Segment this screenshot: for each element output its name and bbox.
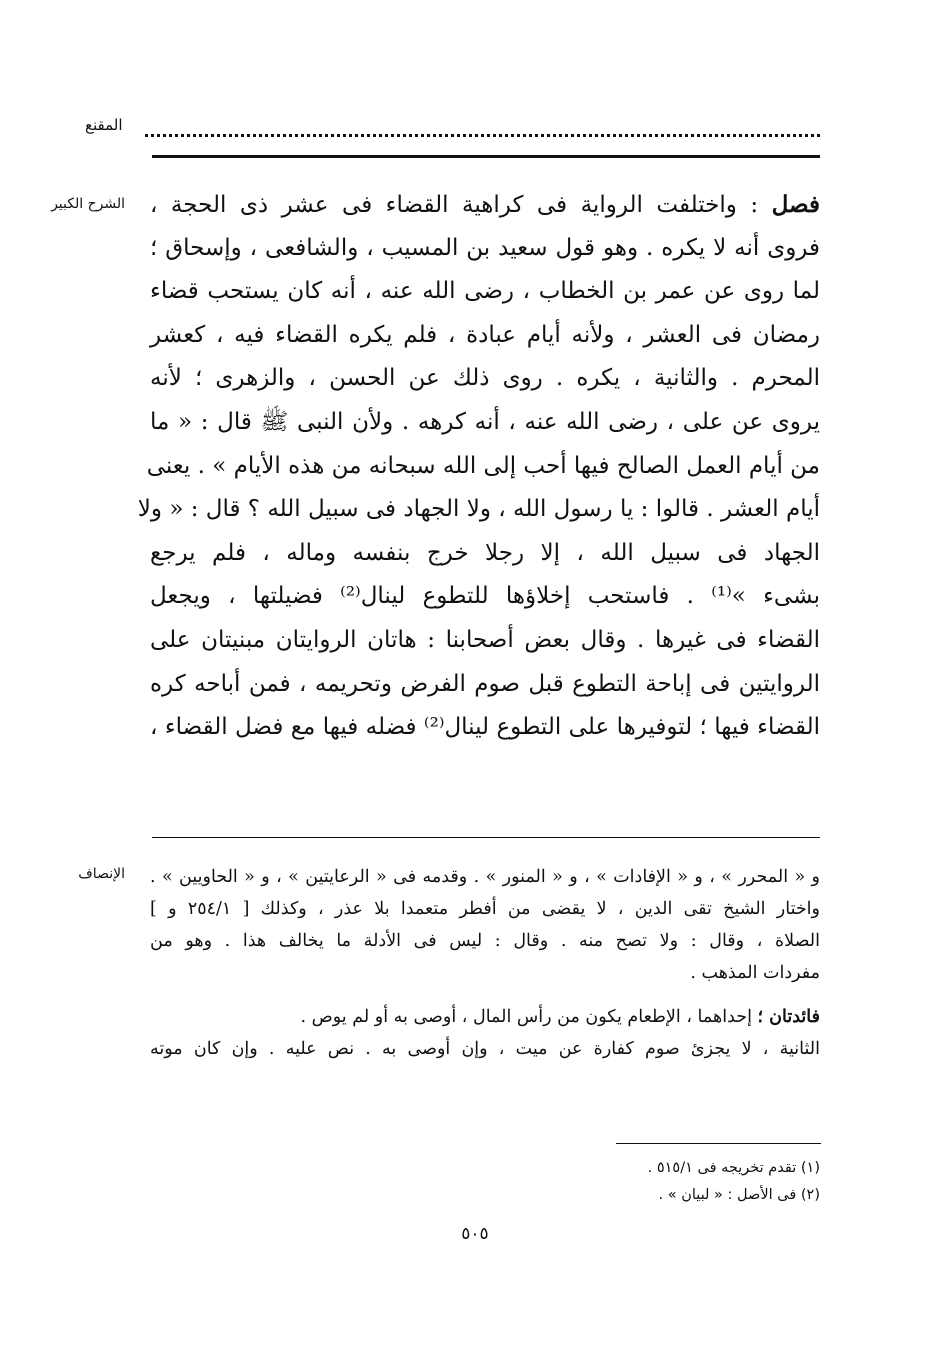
- sharh-line: من أيام العمل الصالح فيها أحب إلى الله سبحانه من هذه الأيام » . يعنى: [146, 452, 820, 479]
- sharh-line: القضاء فى غيرها . وقال بعض أصحابنا : هاتان الروايتان مبنيتان على: [150, 626, 820, 653]
- fawaid-text: إحداهما ، الإطعام يكون من رأس المال ، أوصى به أو لم يوص .: [300, 1007, 758, 1027]
- insaf-line: مفردات المذهب .: [690, 963, 820, 983]
- sharh-line: فروى أنه لا يكره . وهو قول سعيد بن المسيب ، والشافعى ، وإسحاق ؛: [150, 234, 820, 261]
- sharh-line: الجهاد فى سبيل الله ، إلا رجلا خرج بنفسه وماله ، فلم يرجع: [150, 539, 820, 566]
- sharh-line: رمضان فى العشر ، ولأنه أيام عبادة ، فلم يكره القضاء فيه ، كعشر: [150, 321, 820, 348]
- sharh-section-label: الشرح الكبير: [51, 196, 125, 212]
- footnotes: [150, 1155, 820, 1209]
- insaf-line: الصلاة ، وقال : ولا تصح منه . وقال : ليس فى الأدلة ما يخالف هذا . وهو من: [150, 931, 820, 951]
- sharh-line: المحرم . والثانية ، يكره . روى ذلك عن الحسن ، والزهرى ؛ لأنه: [150, 365, 820, 392]
- insaf-text-block: [150, 861, 820, 1065]
- book-title: المقنع: [85, 116, 123, 134]
- sharh-line: بشىء »⁽¹⁾ . فاستحب إخلاؤها للتطوع لينال⁽²⁾ فضيلتها ، ويجعل: [150, 583, 821, 610]
- sharh-text-block: [137, 183, 821, 750]
- sharh-line: أيام العشر . قالوا : يا رسول الله ، ولا الجهاد فى سبيل الله ؟ قال : « ولا: [137, 496, 820, 523]
- sharh-line-1-rest: : واختلفت الرواية فى كراهية القضاء فى عشر ذى الحجة ،: [150, 192, 772, 218]
- fawaid-line: الثانية ، لا يجزئ صوم كفارة عن ميت ، وإن أوصى به . نص عليه . وإن كان موته: [150, 1039, 820, 1059]
- section-divider-rule: [152, 837, 820, 838]
- header-rule: [152, 155, 820, 158]
- sharh-line: الروايتين فى إباحة التطوع قبل صوم الفرض وتحريمه ، فمن أباحه كره: [150, 670, 820, 697]
- page-number: ٥٠٥: [461, 1224, 489, 1244]
- footnote: (١) تقدم تخريجه فى ٥١٥/١ .: [647, 1160, 820, 1176]
- fawaid-line: [150, 1001, 820, 1033]
- running-header: [85, 112, 820, 142]
- sharh-line: يروى عن على ، رضى الله عنه ، أنه كرهه . ولأن النبى ﷺ قال : « ما: [150, 408, 820, 435]
- header-dotted-leader: [145, 112, 820, 137]
- sharh-line: القضاء فيها ؛ لتوفيرها على التطوع لينال⁽²⁾ فضله فيها مع فضل القضاء ،: [150, 714, 820, 741]
- fasl-heading: فصل: [771, 191, 820, 218]
- insaf-line: واختار الشيخ تقى الدين ، لا يقضى من أفطر متعمدا بلا عذر ، وكذلك [ ٢٥٤/١ و ]: [150, 899, 820, 919]
- fawaid-heading: فائدتان ؛: [757, 1007, 820, 1027]
- insaf-section-label: الإنصاف: [78, 866, 125, 882]
- sharh-line: لما روى عن عمر بن الخطاب ، رضى الله عنه ، أنه كان يستحب قضاء: [150, 278, 820, 305]
- footnote-rule: [616, 1143, 821, 1144]
- sharh-line: [150, 183, 820, 227]
- footnote: (٢) فى الأصل : « لبيان » .: [658, 1187, 820, 1203]
- paragraph-gap: [150, 989, 820, 1001]
- insaf-line: و « المحرر » ، و « الإفادات » ، و « المنور » . وقدمه فى « الرعايتين » ، و « الحاويين » .: [150, 867, 820, 887]
